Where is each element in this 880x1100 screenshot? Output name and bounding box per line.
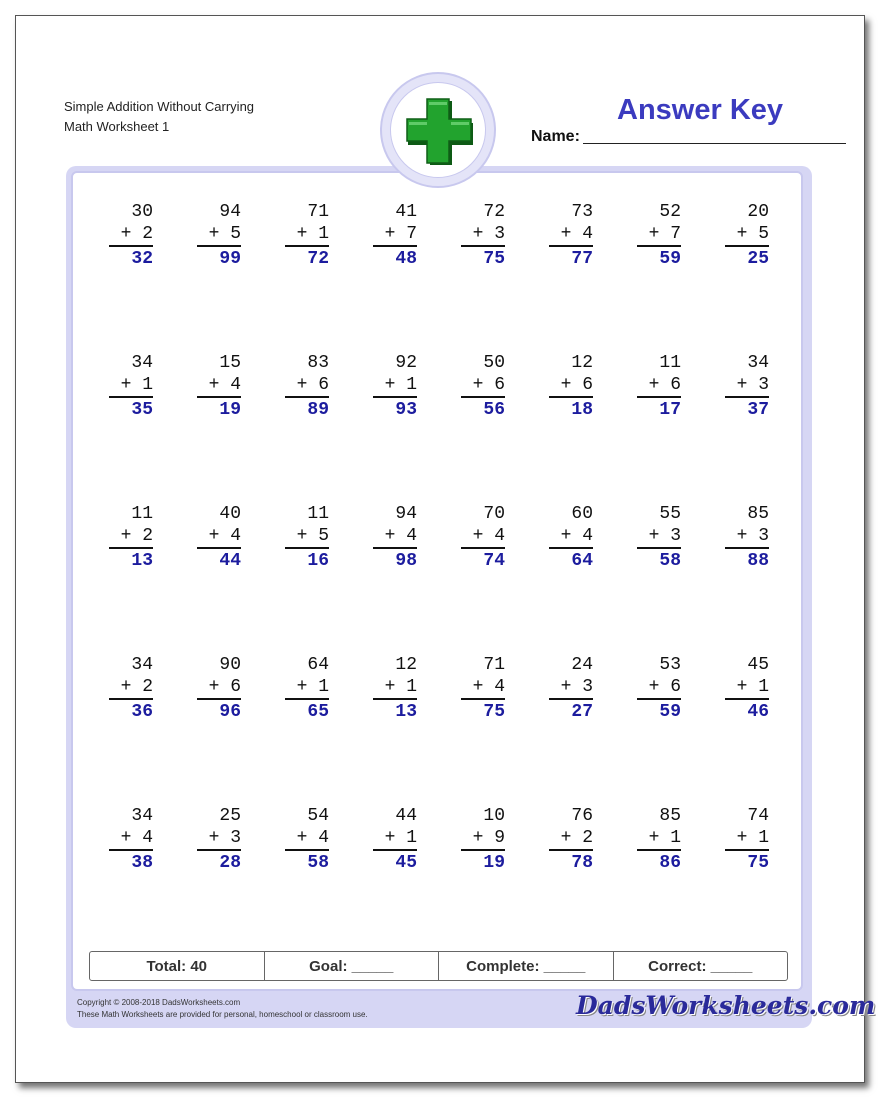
problem-answer: 37: [747, 400, 769, 420]
problem-item: [285, 654, 329, 725]
problem-addend-row: [373, 676, 417, 700]
plus-sign: +: [736, 828, 759, 848]
problem-top-number: 52: [659, 202, 681, 222]
problem-bottom-number: 5: [758, 224, 769, 244]
problem-top-number: 45: [747, 655, 769, 675]
problem-bottom-number: 1: [318, 677, 329, 697]
problem-bottom-number: 7: [670, 224, 681, 244]
problem-answer: 36: [131, 702, 153, 722]
problem-answer: 58: [307, 853, 329, 873]
problem-bottom-number: 6: [230, 677, 241, 697]
problem-bottom-number: 6: [670, 375, 681, 395]
answer-key-label: Answer Key: [617, 94, 784, 126]
problem-addend-row: [637, 374, 681, 398]
problem-addend-row: [197, 827, 241, 851]
problem-item: [549, 654, 593, 725]
problem-answer: 88: [747, 551, 769, 571]
problem-item: [549, 805, 593, 876]
problem-answer: 59: [659, 702, 681, 722]
problem-top-number: 71: [483, 655, 505, 675]
plus-sign: +: [648, 526, 671, 546]
problem-answer: 45: [395, 853, 417, 873]
problem-addend-row: [461, 676, 505, 700]
problem-item: [197, 201, 241, 272]
problem-bottom-number: 6: [494, 375, 505, 395]
problem-bottom-number: 5: [318, 526, 329, 546]
problem-top-number: 20: [747, 202, 769, 222]
problem-top-number: 34: [131, 353, 153, 373]
problem-item: [637, 654, 681, 725]
score-box: [89, 951, 788, 981]
problem-addend-row: [461, 223, 505, 247]
problem-top-number: 92: [395, 353, 417, 373]
problem-top-number: 53: [659, 655, 681, 675]
problem-item: [637, 503, 681, 574]
problem-bottom-number: 3: [494, 224, 505, 244]
problem-addend-row: [461, 827, 505, 851]
problem-top-number: 72: [483, 202, 505, 222]
problem-answer: 72: [307, 249, 329, 269]
worksheet-title: [64, 97, 254, 137]
problem-item: [461, 352, 505, 423]
problem-addend-row: [725, 374, 769, 398]
problem-bottom-number: 2: [142, 224, 153, 244]
problem-addend-row: [285, 223, 329, 247]
score-complete: Complete: _____: [439, 952, 614, 980]
plus-sign: +: [472, 224, 495, 244]
problem-addend-row: [461, 374, 505, 398]
problem-top-number: 54: [307, 806, 329, 826]
problem-top-number: 50: [483, 353, 505, 373]
problem-bottom-number: 4: [494, 677, 505, 697]
problem-addend-row: [725, 827, 769, 851]
problem-top-number: 34: [747, 353, 769, 373]
problem-addend-row: [725, 223, 769, 247]
problem-item: [637, 352, 681, 423]
problem-top-number: 94: [395, 504, 417, 524]
problem-top-number: 40: [219, 504, 241, 524]
plus-sign: +: [120, 677, 143, 697]
problem-addend-row: [373, 374, 417, 398]
problem-answer: 77: [571, 249, 593, 269]
plus-sign: +: [560, 375, 583, 395]
plus-sign: +: [648, 677, 671, 697]
problem-bottom-number: 4: [318, 828, 329, 848]
name-underline: [583, 143, 846, 144]
problem-item: [725, 201, 769, 272]
problem-top-number: 94: [219, 202, 241, 222]
worksheet-page: [15, 15, 876, 1083]
problem-top-number: 12: [395, 655, 417, 675]
title-line-1: Simple Addition Without Carrying: [64, 99, 255, 114]
problems-panel: [71, 171, 803, 991]
problem-answer: 89: [307, 400, 329, 420]
problem-answer: 58: [659, 551, 681, 571]
problem-addend-row: [197, 374, 241, 398]
problem-answer: 48: [395, 249, 417, 269]
plus-sign: +: [296, 677, 319, 697]
problem-top-number: 74: [747, 806, 769, 826]
problem-addend-row: [285, 374, 329, 398]
problem-item: [549, 503, 593, 574]
problem-item: [373, 654, 417, 725]
problem-bottom-number: 3: [758, 526, 769, 546]
problem-addend-row: [549, 223, 593, 247]
plus-sign: +: [472, 828, 495, 848]
problem-top-number: 90: [219, 655, 241, 675]
plus-sign: +: [384, 828, 407, 848]
problem-item: [109, 352, 153, 423]
plus-sign: +: [208, 224, 231, 244]
problem-answer: 96: [219, 702, 241, 722]
problem-item: [549, 352, 593, 423]
problem-bottom-number: 1: [406, 375, 417, 395]
problem-addend-row: [461, 525, 505, 549]
problem-item: [197, 352, 241, 423]
plus-sign: +: [296, 828, 319, 848]
problem-item: [373, 805, 417, 876]
problem-top-number: 11: [659, 353, 681, 373]
problem-top-number: 44: [395, 806, 417, 826]
problem-bottom-number: 2: [582, 828, 593, 848]
problem-addend-row: [109, 676, 153, 700]
plus-sign: +: [120, 526, 143, 546]
problem-item: [725, 805, 769, 876]
problem-item: [373, 352, 417, 423]
problem-answer: 99: [219, 249, 241, 269]
problem-bottom-number: 4: [582, 526, 593, 546]
problem-bottom-number: 1: [670, 828, 681, 848]
problem-answer: 75: [747, 853, 769, 873]
problem-answer: 98: [395, 551, 417, 571]
plus-sign: +: [384, 375, 407, 395]
plus-sign: +: [208, 375, 231, 395]
problem-bottom-number: 1: [318, 224, 329, 244]
problem-addend-row: [373, 525, 417, 549]
problem-top-number: 85: [659, 806, 681, 826]
problem-bottom-number: 6: [582, 375, 593, 395]
problem-bottom-number: 4: [494, 526, 505, 546]
problem-top-number: 73: [571, 202, 593, 222]
problem-item: [373, 503, 417, 574]
problem-answer: 28: [219, 853, 241, 873]
problem-bottom-number: 4: [406, 526, 417, 546]
problem-bottom-number: 3: [582, 677, 593, 697]
problems-frame: [66, 166, 876, 1028]
problem-item: [197, 503, 241, 574]
problem-bottom-number: 4: [582, 224, 593, 244]
problem-answer: 19: [483, 853, 505, 873]
plus-sign: +: [648, 828, 671, 848]
plus-sign: +: [296, 526, 319, 546]
score-total: Total: 40: [90, 952, 265, 980]
problem-bottom-number: 4: [230, 526, 241, 546]
problem-item: [197, 654, 241, 725]
problem-item: [725, 352, 769, 423]
problem-bottom-number: 1: [142, 375, 153, 395]
problem-answer: 65: [307, 702, 329, 722]
problem-answer: 38: [131, 853, 153, 873]
problem-top-number: 64: [307, 655, 329, 675]
problem-bottom-number: 1: [758, 677, 769, 697]
problem-answer: 27: [571, 702, 593, 722]
problem-item: [109, 201, 153, 272]
problem-bottom-number: 6: [670, 677, 681, 697]
problem-item: [461, 503, 505, 574]
problem-top-number: 55: [659, 504, 681, 524]
name-field: [531, 94, 831, 145]
plus-sign: +: [648, 375, 671, 395]
problem-addend-row: [373, 223, 417, 247]
usage-text: These Math Worksheets are provided for personal, homeschool or classroom use.: [77, 1010, 368, 1019]
name-label: Name:: [531, 128, 580, 145]
problem-addend-row: [637, 827, 681, 851]
problem-item: [285, 201, 329, 272]
problem-addend-row: [373, 827, 417, 851]
problem-item: [637, 805, 681, 876]
problem-addend-row: [549, 374, 593, 398]
problem-bottom-number: 2: [142, 526, 153, 546]
problem-top-number: 15: [219, 353, 241, 373]
problem-item: [109, 503, 153, 574]
problem-top-number: 25: [219, 806, 241, 826]
plus-sign: +: [472, 526, 495, 546]
problem-answer: 13: [395, 702, 417, 722]
problem-bottom-number: 1: [406, 677, 417, 697]
problem-item: [109, 654, 153, 725]
plus-sign: +: [120, 224, 143, 244]
problem-addend-row: [109, 525, 153, 549]
problem-top-number: 85: [747, 504, 769, 524]
problem-bottom-number: 5: [230, 224, 241, 244]
footer-text: [77, 997, 368, 1021]
problem-answer: 59: [659, 249, 681, 269]
problem-bottom-number: 3: [670, 526, 681, 546]
problem-bottom-number: 1: [758, 828, 769, 848]
problem-answer: 35: [131, 400, 153, 420]
plus-sign: +: [208, 526, 231, 546]
problem-item: [725, 503, 769, 574]
plus-sign: +: [296, 224, 319, 244]
problem-top-number: 12: [571, 353, 593, 373]
green-plus-icon: [405, 97, 473, 165]
problem-item: [285, 352, 329, 423]
problem-bottom-number: 3: [230, 828, 241, 848]
plus-sign: +: [472, 677, 495, 697]
problem-item: [461, 805, 505, 876]
problem-addend-row: [637, 676, 681, 700]
plus-sign: +: [296, 375, 319, 395]
problem-answer: 86: [659, 853, 681, 873]
problem-top-number: 34: [131, 655, 153, 675]
problem-answer: 78: [571, 853, 593, 873]
problem-top-number: 83: [307, 353, 329, 373]
problem-item: [461, 201, 505, 272]
plus-sign: +: [384, 677, 407, 697]
problem-bottom-number: 2: [142, 677, 153, 697]
problem-top-number: 71: [307, 202, 329, 222]
problem-item: [285, 805, 329, 876]
problem-addend-row: [109, 223, 153, 247]
problem-addend-row: [197, 525, 241, 549]
logo-inner-circle: [390, 82, 486, 178]
problem-answer: 19: [219, 400, 241, 420]
plus-sign: +: [560, 526, 583, 546]
problem-top-number: 30: [131, 202, 153, 222]
problem-bottom-number: 9: [494, 828, 505, 848]
problem-top-number: 11: [307, 504, 329, 524]
logo-badge: [380, 72, 496, 188]
plus-sign: +: [120, 828, 143, 848]
score-goal: Goal: _____: [265, 952, 440, 980]
problem-bottom-number: 7: [406, 224, 417, 244]
plus-sign: +: [736, 224, 759, 244]
problem-answer: 75: [483, 249, 505, 269]
problem-bottom-number: 1: [406, 828, 417, 848]
plus-sign: +: [736, 677, 759, 697]
problem-addend-row: [285, 525, 329, 549]
problem-top-number: 76: [571, 806, 593, 826]
problem-addend-row: [109, 827, 153, 851]
problem-addend-row: [549, 676, 593, 700]
plus-sign: +: [736, 526, 759, 546]
problem-top-number: 41: [395, 202, 417, 222]
problem-bottom-number: 6: [318, 375, 329, 395]
problem-answer: 93: [395, 400, 417, 420]
title-line-2: Math Worksheet 1: [64, 119, 170, 134]
copyright-text: Copyright © 2008-2018 DadsWorksheets.com: [77, 998, 241, 1007]
problem-top-number: 24: [571, 655, 593, 675]
problem-item: [637, 201, 681, 272]
problem-item: [461, 654, 505, 725]
problem-addend-row: [725, 525, 769, 549]
problem-answer: 64: [571, 551, 593, 571]
problem-addend-row: [197, 676, 241, 700]
problem-addend-row: [197, 223, 241, 247]
plus-sign: +: [736, 375, 759, 395]
problem-answer: 25: [747, 249, 769, 269]
problem-addend-row: [725, 676, 769, 700]
problem-answer: 18: [571, 400, 593, 420]
problem-top-number: 34: [131, 806, 153, 826]
plus-sign: +: [648, 224, 671, 244]
plus-sign: +: [120, 375, 143, 395]
problem-top-number: 60: [571, 504, 593, 524]
problem-answer: 46: [747, 702, 769, 722]
problem-answer: 16: [307, 551, 329, 571]
plus-sign: +: [208, 677, 231, 697]
problem-answer: 13: [131, 551, 153, 571]
problem-answer: 32: [131, 249, 153, 269]
plus-sign: +: [384, 224, 407, 244]
plus-sign: +: [560, 677, 583, 697]
problem-item: [285, 503, 329, 574]
problem-bottom-number: 4: [142, 828, 153, 848]
problem-addend-row: [637, 525, 681, 549]
problem-item: [109, 805, 153, 876]
problem-answer: 44: [219, 551, 241, 571]
problem-top-number: 70: [483, 504, 505, 524]
plus-sign: +: [560, 224, 583, 244]
problem-bottom-number: 3: [758, 375, 769, 395]
problem-item: [197, 805, 241, 876]
problem-addend-row: [637, 223, 681, 247]
problems-grid: [73, 173, 801, 989]
score-correct: Correct: _____: [648, 957, 753, 975]
plus-sign: +: [560, 828, 583, 848]
problem-addend-row: [549, 827, 593, 851]
problem-answer: 56: [483, 400, 505, 420]
brand-logo: DadsWorksheets.com: [576, 991, 876, 1020]
problem-answer: 74: [483, 551, 505, 571]
problem-top-number: 11: [131, 504, 153, 524]
problem-addend-row: [549, 525, 593, 549]
problem-item: [549, 201, 593, 272]
problem-item: [373, 201, 417, 272]
problem-addend-row: [285, 827, 329, 851]
plus-sign: +: [472, 375, 495, 395]
problem-answer: 75: [483, 702, 505, 722]
problem-answer: 17: [659, 400, 681, 420]
plus-sign: +: [384, 526, 407, 546]
problem-addend-row: [285, 676, 329, 700]
plus-sign: +: [208, 828, 231, 848]
problem-item: [725, 654, 769, 725]
problem-addend-row: [109, 374, 153, 398]
problem-top-number: 10: [483, 806, 505, 826]
problem-bottom-number: 4: [230, 375, 241, 395]
